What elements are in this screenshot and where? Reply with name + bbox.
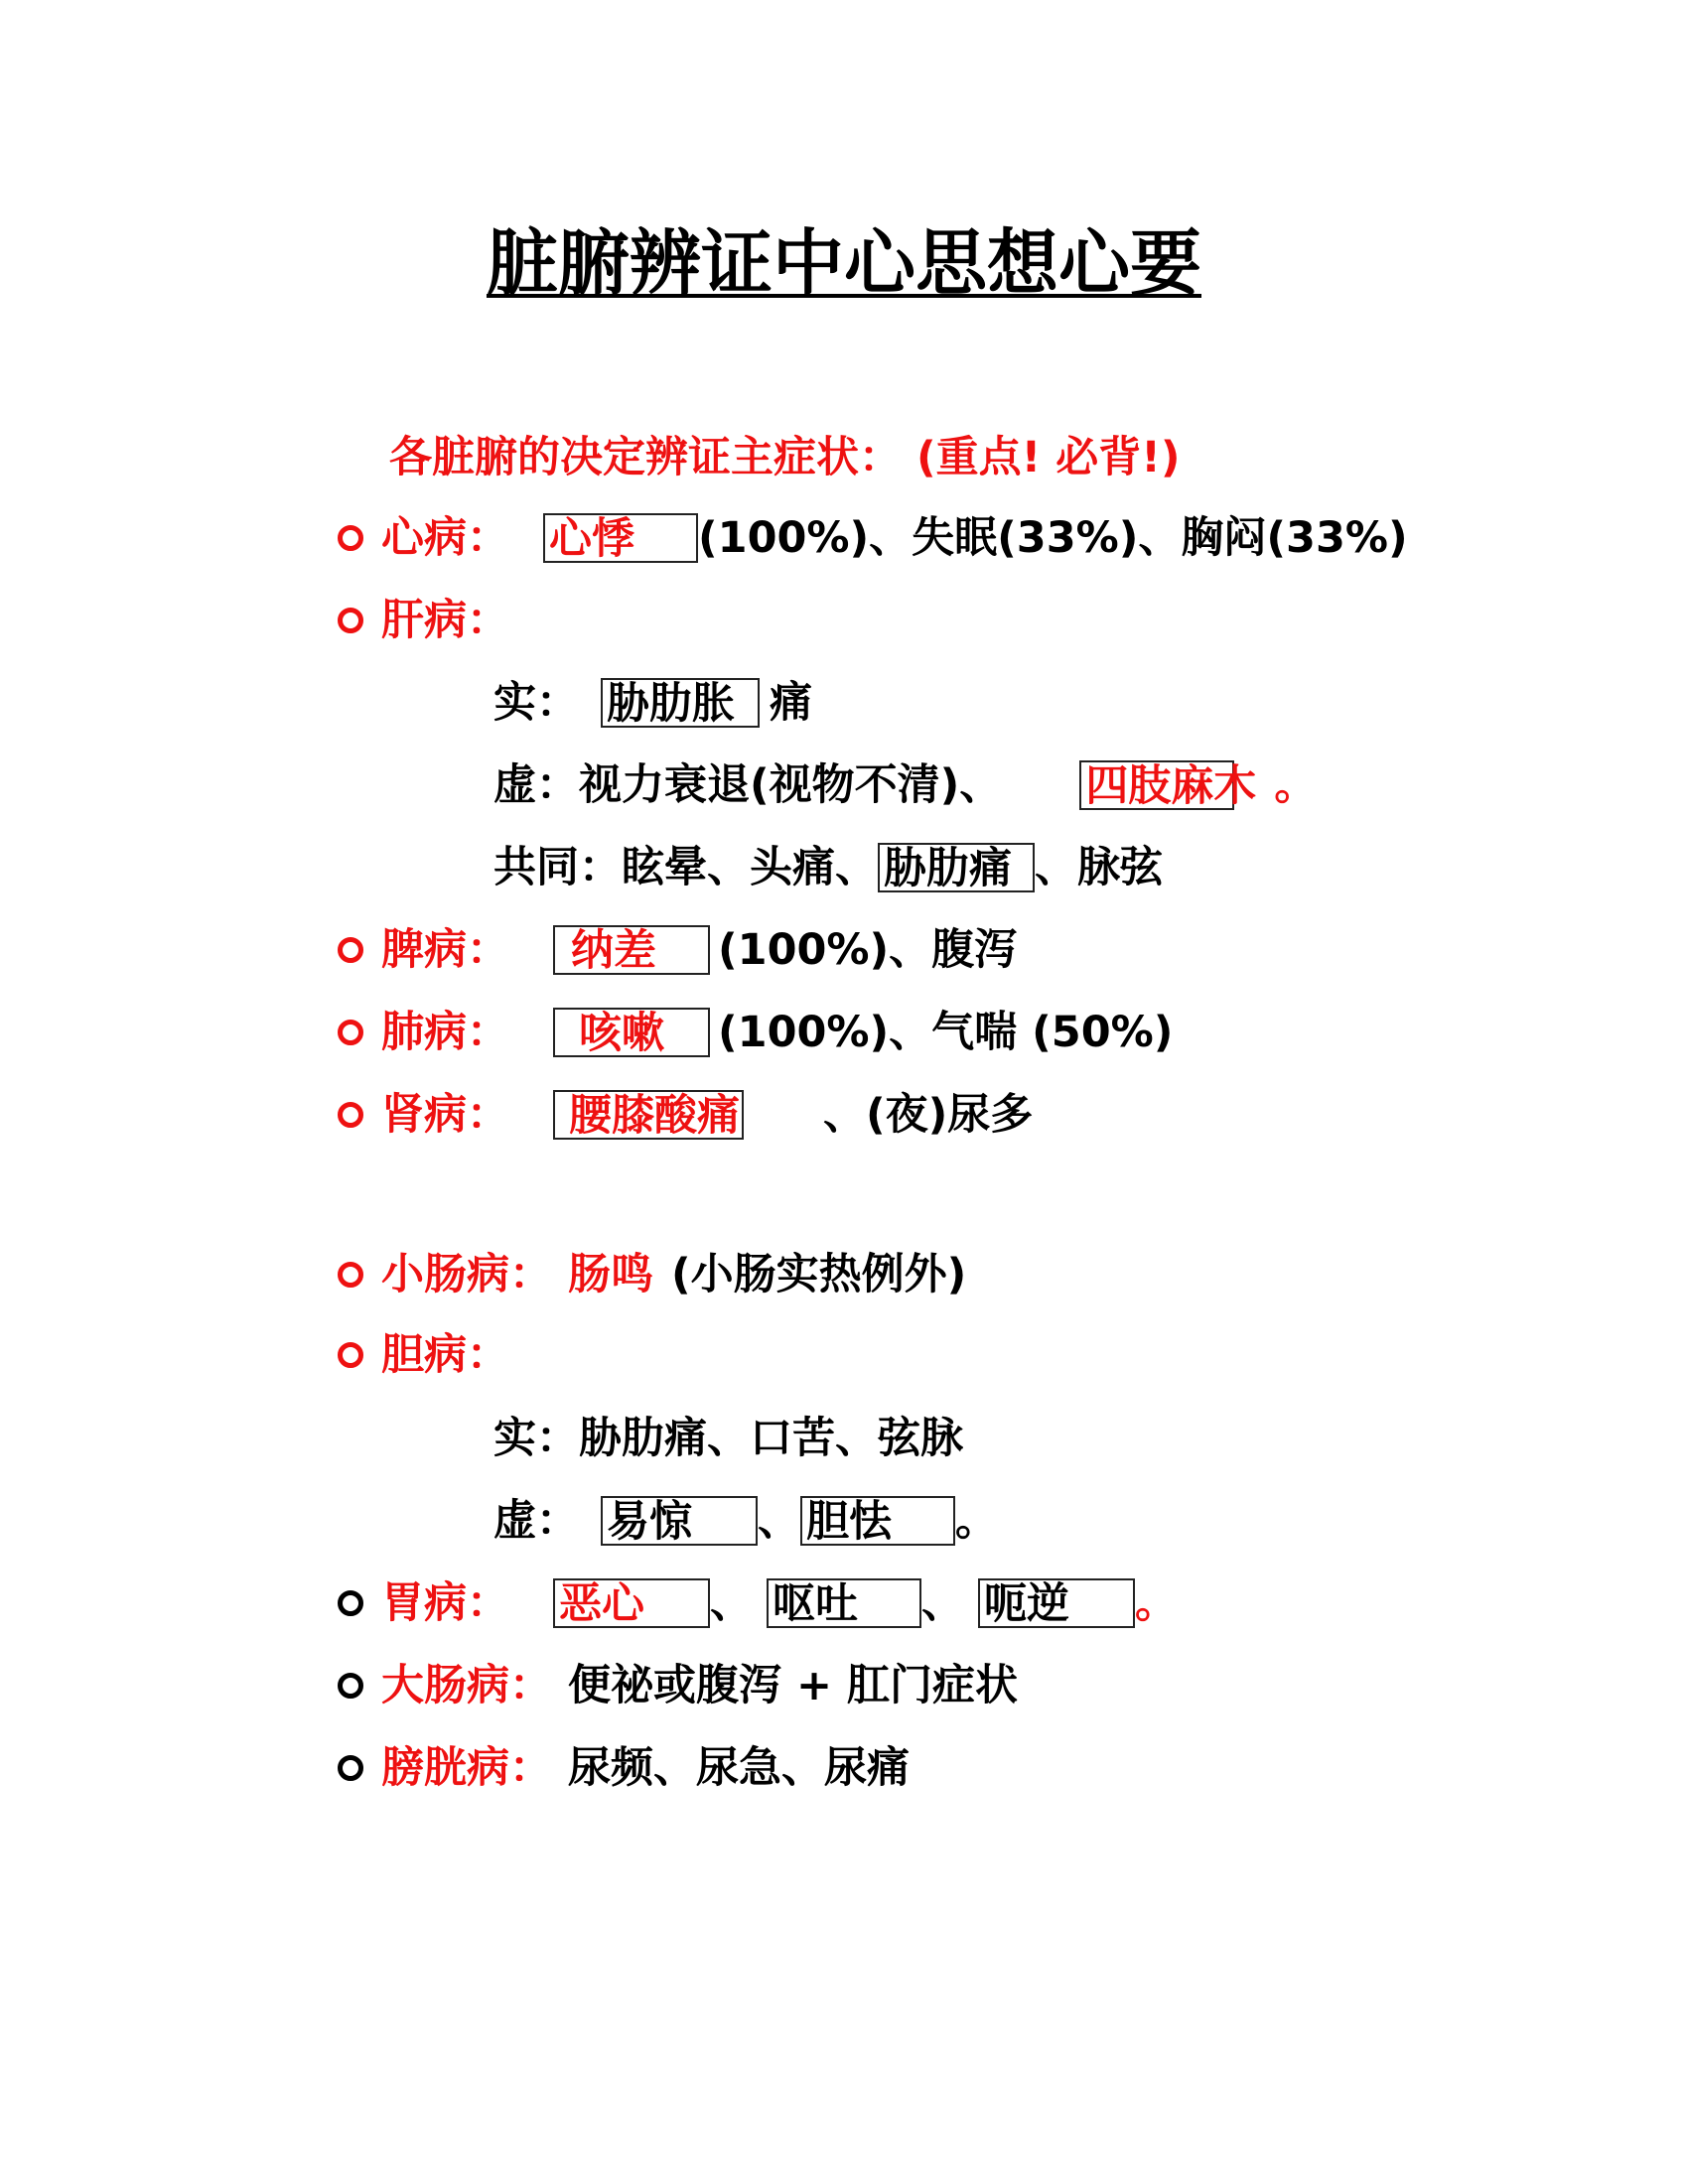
liver-xu-label: 虚： [493, 760, 579, 810]
bladder-row [338, 1737, 910, 1799]
circle-bullet-icon [338, 1342, 363, 1368]
large-intestine-rest: 便祕或腹泻 + 肛门症状 [568, 1661, 1018, 1710]
gallbladder-shi-row [493, 1408, 963, 1469]
liver-label: 肝病： [381, 596, 509, 645]
liver-xu-text: 视力衰退(视物不清)、 [579, 760, 1003, 810]
gallbladder-xu-box-2: 胆怯 [800, 1496, 955, 1546]
liver-row [338, 590, 509, 651]
kidney-box: 腰膝酸痛 [553, 1090, 744, 1140]
spleen-rest: (100%)、腹泻 [718, 925, 1018, 975]
gallbladder-xu-row [493, 1490, 998, 1552]
circle-bullet-icon [338, 1590, 363, 1616]
subtitle: 各脏腑的决定辨证主症状： (重点! 必背!) [389, 433, 1181, 482]
kidney-row [338, 1084, 1033, 1146]
stomach-box-3: 呃逆 [978, 1578, 1135, 1628]
liver-shi-box: 胁肋胀 [601, 678, 760, 728]
stomach-sep-2: 、 [921, 1578, 964, 1628]
gallbladder-shi-text: 胁肋痛、口苦、弦脉 [579, 1414, 963, 1463]
small-intestine-row [338, 1244, 966, 1305]
bladder-rest: 尿频、尿急、尿痛 [568, 1743, 910, 1793]
liver-common-box: 胁肋痛 [878, 843, 1035, 892]
circle-bullet-icon [338, 1020, 363, 1045]
stomach-row [338, 1572, 1178, 1634]
small-intestine-red-text: 肠鸣 [568, 1250, 653, 1299]
stomach-box-2: 呕吐 [767, 1578, 921, 1628]
heart-box: 心悸 [543, 513, 698, 563]
circle-bullet-icon [338, 1755, 363, 1781]
gallbladder-xu-box-1: 易惊 [601, 1496, 758, 1546]
liver-common-row [493, 837, 1163, 898]
liver-shi-row [493, 672, 812, 734]
lung-rest: (100%)、气喘 (50%) [718, 1008, 1174, 1057]
liver-common-text: 眩晕、头痛、 [622, 843, 878, 892]
circle-bullet-icon [338, 937, 363, 963]
lung-label: 肺病： [381, 1008, 509, 1057]
large-intestine-label: 大肠病： [381, 1661, 552, 1710]
liver-common-label: 共同： [493, 843, 622, 892]
spleen-row [338, 919, 1017, 981]
page-title [0, 218, 1688, 308]
circle-bullet-icon [338, 608, 363, 633]
circle-bullet-icon [338, 1102, 363, 1128]
circle-bullet-icon [338, 1262, 363, 1288]
spleen-label: 脾病： [381, 925, 509, 975]
gallbladder-row [338, 1324, 509, 1386]
stomach-label: 胃病： [381, 1578, 509, 1628]
title-text: 脏腑辨证中心思想心要 [486, 221, 1201, 305]
kidney-rest: 、(夜)尿多 [823, 1090, 1034, 1140]
bladder-label: 膀胱病： [381, 1743, 552, 1793]
stomach-sep-1: 、 [710, 1578, 753, 1628]
gallbladder-label: 胆病： [381, 1330, 509, 1380]
heart-row [338, 507, 1408, 569]
liver-xu-end: 。 [1274, 760, 1318, 810]
gallbladder-end: 。 [955, 1496, 998, 1546]
liver-shi-label: 实： [493, 678, 579, 728]
kidney-label: 肾病： [381, 1090, 509, 1140]
small-intestine-rest: (小肠实热例外) [671, 1250, 967, 1299]
small-intestine-label: 小肠病： [381, 1250, 552, 1299]
stomach-box-1: 恶心 [553, 1578, 710, 1628]
liver-xu-row [493, 754, 1317, 816]
liver-xu-box: 四肢麻木 [1079, 760, 1234, 810]
liver-common-rest: 、脉弦 [1035, 843, 1163, 892]
large-intestine-row [338, 1655, 1018, 1716]
heart-label: 心病： [381, 513, 509, 563]
gallbladder-xu-label: 虚： [493, 1496, 579, 1546]
spleen-box: 纳差 [553, 925, 710, 975]
liver-shi-rest: 痛 [770, 678, 812, 728]
heart-rest: (100%)、失眠(33%)、胸闷(33%) [698, 513, 1408, 563]
circle-bullet-icon [338, 525, 363, 551]
stomach-end: 。 [1135, 1578, 1178, 1628]
gallbladder-sep: 、 [758, 1496, 800, 1546]
circle-bullet-icon [338, 1673, 363, 1699]
lung-row [338, 1002, 1173, 1063]
lung-box: 咳嗽 [553, 1008, 710, 1057]
gallbladder-shi-label: 实： [493, 1414, 579, 1463]
